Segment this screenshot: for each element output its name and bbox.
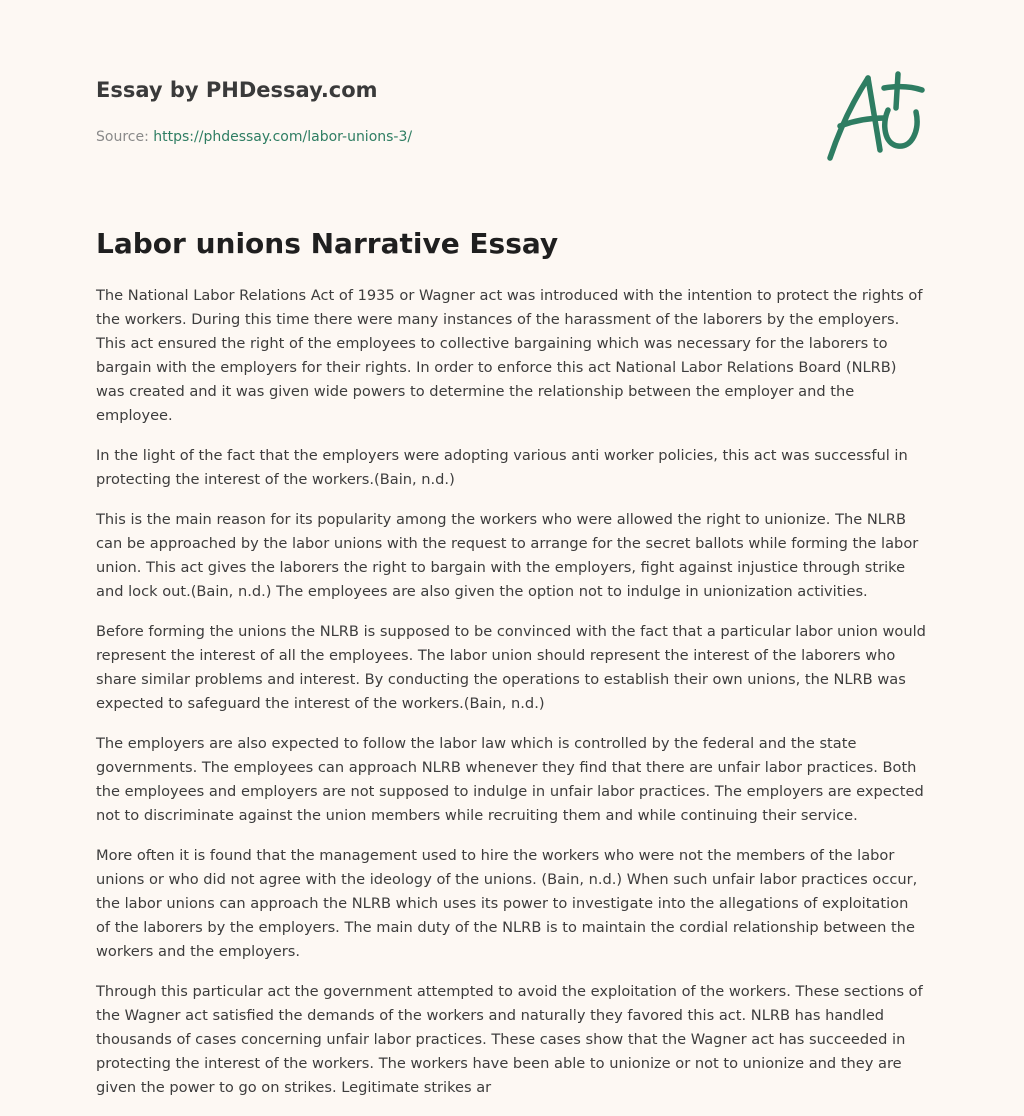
essay-paragraph: This is the main reason for its popularity among the workers who were allowed the right to unionize. The NLRB can be approached by the labor unions with the request to arrange for the secret ballots while forming the labor union. This act gives the laborers the right to bargain with the employers, fight against injustice through strike and lock out.(Bain, n.d.) The employees are also given the option not to indulge in unionization activities. <box>96 511 919 600</box>
essay-title: Labor unions Narrative Essay <box>96 227 559 260</box>
essay-paragraph: The employers are also expected to follow the labor law which is controlled by the federal and the state governments. The employees can approach NLRB whenever they find that there are unfair labor practices. Both the employees and employers are not supposed to indulge in unfair labor practices. The employers are expected not to discriminate against the union members while recruiting them and while continuing their service. <box>96 735 924 824</box>
source-label: Source: <box>96 129 149 145</box>
source-link[interactable]: https://phdessay.com/labor-unions-3/ <box>153 129 413 145</box>
essay-paragraph: The National Labor Relations Act of 1935 or Wagner act was introduced with the intention to protect the rights of the workers. During this time there were many instances of the harassment of the laborers by the employers. This act ensured the right of the employees to collective bargaining which was necessary for the laborers to bargain with the employers for their rights. In order to enforce this act National Labor Relations Board (NLRB) was created and it was given wide powers to determine the relationship between the employer and the employee. <box>96 287 923 424</box>
a-plus-logo-icon <box>822 68 926 164</box>
essay-paragraph: In the light of the fact that the employers were adopting various anti worker policies, this act was successful in protecting the interest of the workers.(Bain, n.d.) <box>96 447 908 488</box>
source-line <box>96 127 926 147</box>
page-header <box>96 76 926 147</box>
essay-paragraph: Before forming the unions the NLRB is supposed to be convinced with the fact that a particular labor union would represent the interest of all the employees. The labor union should represent the interest of the laborers who share similar problems and interest. By conducting the operations to establish their own unions, the NLRB was expected to safeguard the interest of the workers.(Bain, n.d.) <box>96 623 926 712</box>
essay-paragraph: More often it is found that the management used to hire the workers who were not the members of the labor unions or who did not agree with the ideology of the unions. (Bain, n.d.) When such unfair labor practices occur, the labor unions can approach the NLRB which uses its power to investigate into the allegations of exploitation of the laborers by the employers. The main duty of the NLRB is to maintain the cordial relationship between the workers and the employers. <box>96 847 918 960</box>
essay-body <box>96 284 926 1116</box>
essay-paragraph: Through this particular act the government attempted to avoid the exploitation of the workers. These sections of the Wagner act satisfied the demands of the workers and naturally they favored this act. NLRB has handled thousands of cases concerning unfair labor practices. These cases show that the Wagner act has succeeded in protecting the interest of the workers. The workers have been able to unionize or not to unionize and they are given the power to go on strikes. Legitimate strikes ar <box>96 983 923 1096</box>
site-brand: Essay by PHDessay.com <box>96 78 378 102</box>
